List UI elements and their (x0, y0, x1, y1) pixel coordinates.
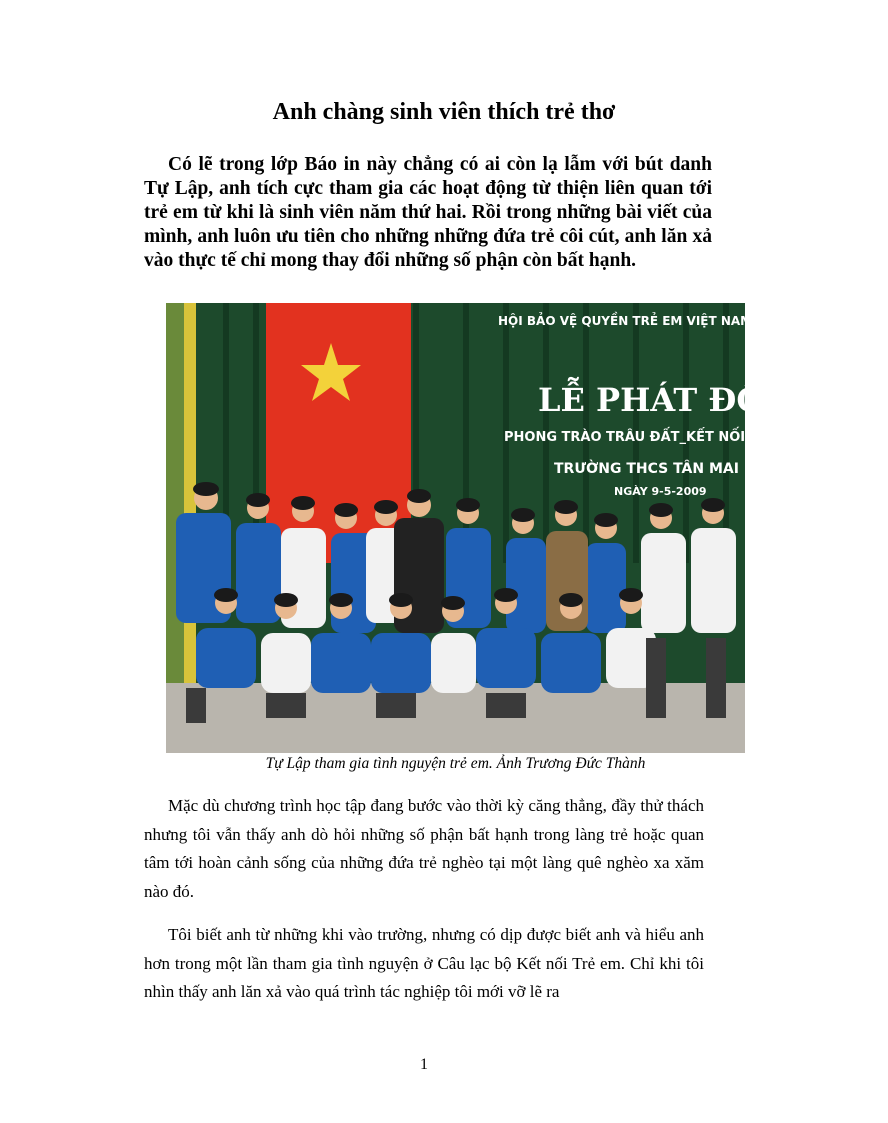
banner-title-text: LỄ PHÁT ĐỘNG (538, 381, 821, 419)
article-title: Anh chàng sinh viên thích trẻ thơ (272, 99, 616, 125)
banner-line3-text: TRƯỜNG THCS TÂN MAI (554, 461, 739, 477)
lead-paragraph (144, 153, 712, 273)
banner-top-text: HỘI BẢO VỆ QUYỀN TRẺ EM VIỆT NAM (498, 314, 753, 328)
banner-line2-text: PHONG TRÀO TRÂU ĐẤT_KẾT NỐI YÊU THƯƠNG (504, 430, 847, 445)
banner-date-text: NGÀY 9-5-2009 (614, 485, 707, 498)
page-number: 1 (420, 1056, 428, 1073)
body-paragraph-1-text: Mặc dù chương trình học tập đang bước vào thời kỳ căng thẳng, đầy thử thách nhưng tôi vẫn thấy anh dò hỏi những số phận bất hạnh trong làng trẻ hoặc quan tâm tới hoàn cảnh sống của những đứa trẻ nghèo tại một làng quê nghèo xa xăm nào đó. (144, 796, 704, 901)
event-photo (166, 303, 847, 753)
body-paragraph-1 (144, 792, 704, 906)
body-paragraph-2-text: Tôi biết anh từ những khi vào trường, nhưng có dịp được biết anh và hiểu anh hơn trong một lần tham gia tình nguyện ở Câu lạc bộ Kết nối Trẻ em. Chỉ khi tôi nhìn thấy anh lăn xả vào quá trình tác nghiệp tôi mới vỡ lẽ ra (144, 925, 704, 1001)
lead-text: Có lẽ trong lớp Báo in này chẳng có ai còn lạ lẫm với bút danh Tự Lập, anh tích cực tham gia các hoạt động từ thiện liên quan tới trẻ em từ khi là sinh viên năm thứ hai. Rồi trong những bài viết của mình, anh luôn ưu tiên cho những những đứa trẻ côi cút, anh lăn xả vào thực tế chỉ mong thay đổi những số phận còn bất hạnh. (144, 154, 712, 271)
photo-caption: Tự Lập tham gia tình nguyện trẻ em. Ảnh Trương Đức Thành (265, 755, 646, 772)
body-paragraph-2 (144, 921, 704, 1007)
